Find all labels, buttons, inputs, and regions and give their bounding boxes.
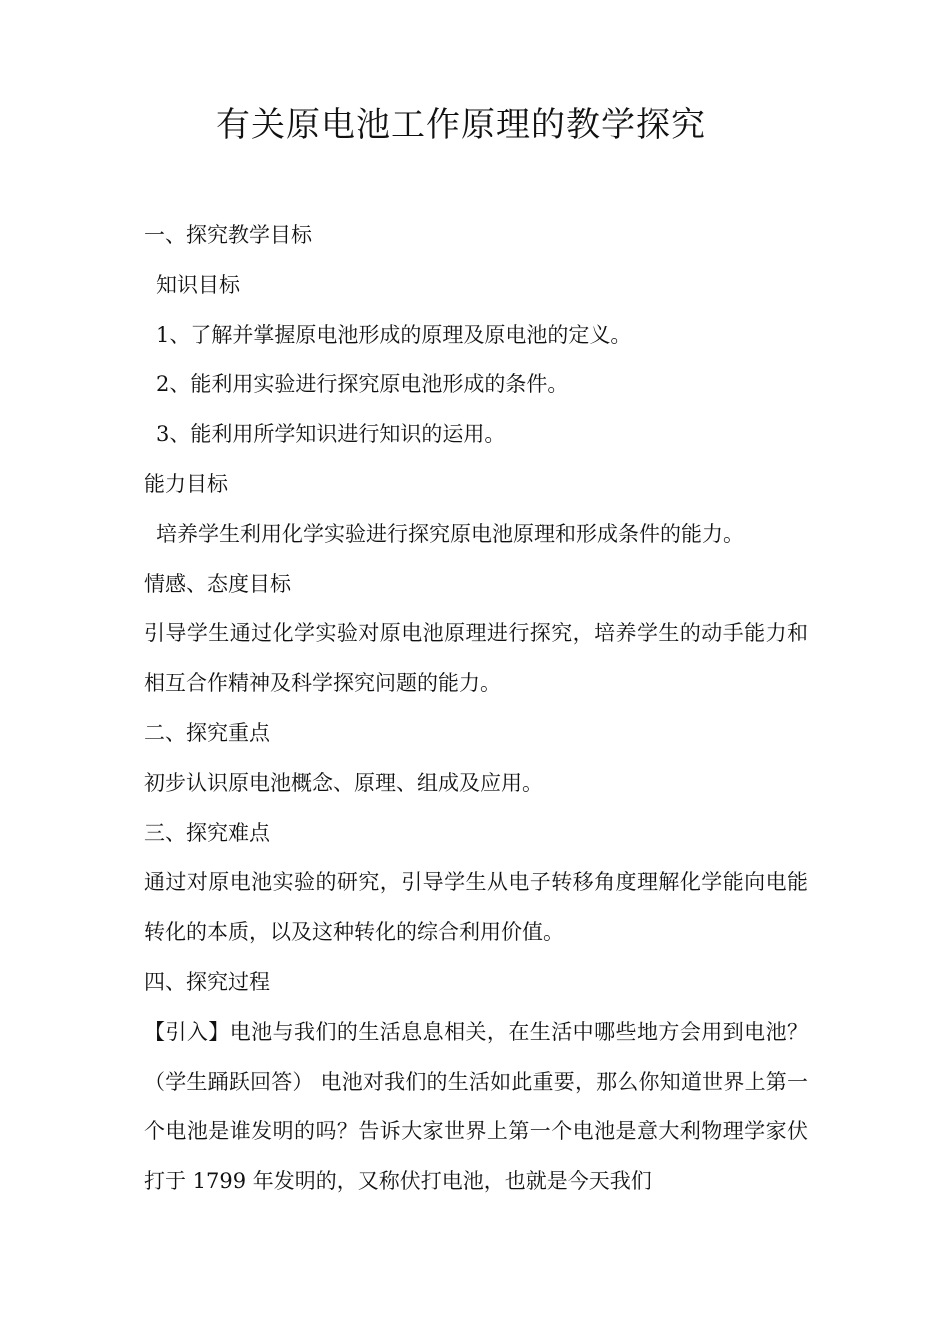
section-heading-objectives: 一、探究教学目标 — [144, 223, 312, 247]
emotion-paragraph: 引导学生通过化学实验对原电池原理进行探究，培养学生的动手能力和相互合作精神及科学探究问题的能力。 — [144, 621, 808, 696]
process-paragraph: 【引入】电池与我们的生活息息相关，在生活中哪些地方会用到电池？（学生踊跃回答） 电池对我们的生活如此重要，那么你知道世界上第一个电池是谁发明的吗？告诉大家世界上第一个电池是意大利物理学家伏打于 1799 年发明的，又称伏打电池，也就是今天我们 — [144, 1019, 808, 1194]
difficulties-paragraph: 通过对原电池实验的研究，引导学生从电子转移角度理解化学能向电能转化的本质，以及这种转化的综合利用价值。 — [144, 870, 808, 945]
knowledge-item-1: 1、了解并掌握原电池形成的原理及原电池的定义。 — [156, 322, 632, 347]
knowledge-item-3: 3、能利用所学知识进行知识的运用。 — [156, 422, 506, 447]
ability-text: 培养学生利用化学实验进行探究原电池原理和形成条件的能力。 — [156, 521, 744, 546]
document-title: 有关原电池工作原理的教学探究 — [216, 105, 706, 145]
knowledge-item-2: 2、能利用实验进行探究原电池形成的条件。 — [156, 372, 569, 397]
subheading-ability: 能力目标 — [144, 471, 228, 496]
section-heading-difficulties: 三、探究难点 — [144, 820, 270, 845]
section-heading-process: 四、探究过程 — [144, 969, 270, 994]
document-body — [144, 211, 808, 1207]
section-heading-key-points: 二、探究重点 — [144, 720, 270, 745]
subheading-knowledge: 知识目标 — [156, 272, 240, 297]
subheading-emotion: 情感、态度目标 — [144, 571, 291, 596]
key-points-text: 初步认识原电池概念、原理、组成及应用。 — [144, 770, 543, 795]
